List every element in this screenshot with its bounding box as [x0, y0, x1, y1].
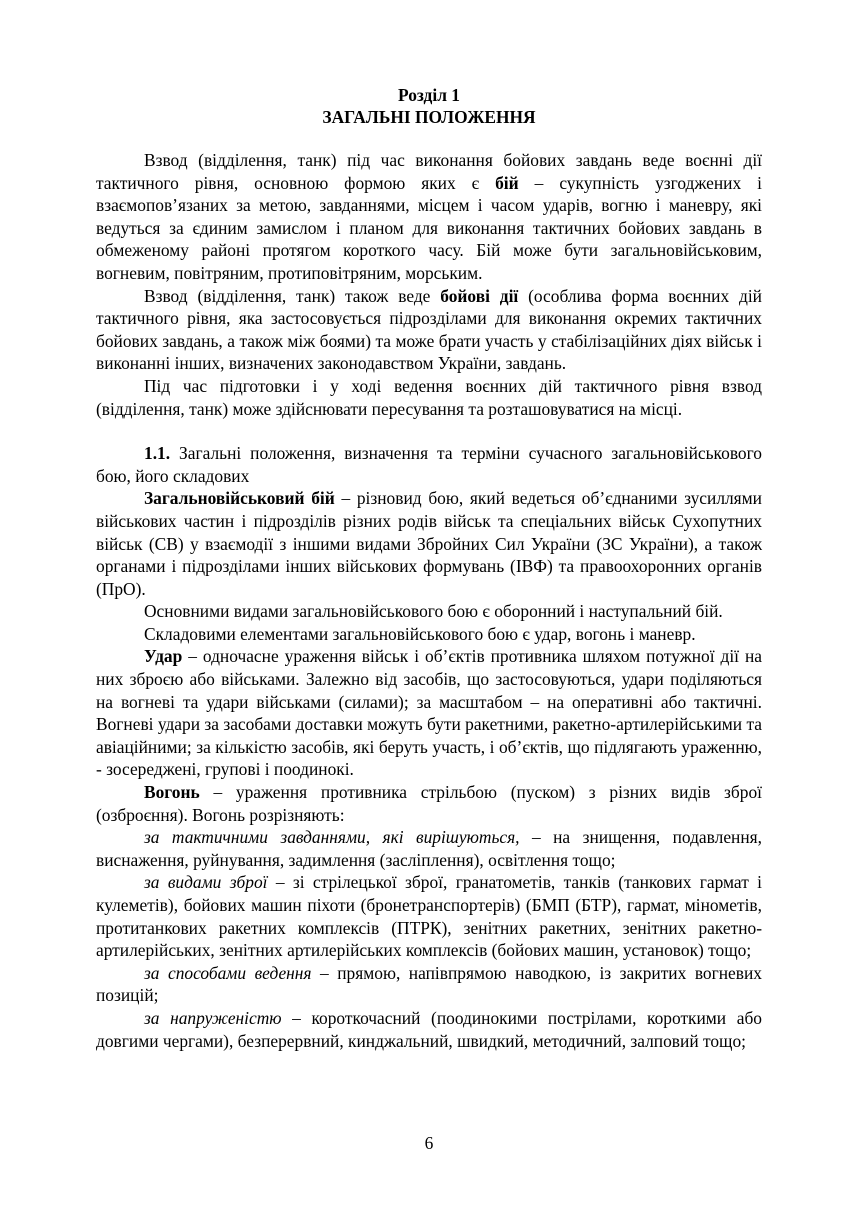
section-number: Розділ 1 — [398, 85, 460, 105]
term-strike: Удар — [144, 646, 183, 667]
term-combined-arms: Загальновійськовий бій — [144, 488, 335, 509]
paragraph-strike: Удар – одночасне ураження військ і об’єктів противника шляхом потужної дії на них зброєю або військами. Залежно від засобів, що застосовуються, удари поділяються на вогневі та удари військами (силами); за масштабом – на оперативні або тактичні. Вогневі удари за засобами доставки можуть бути ракетними, ракетно-артилерійськими та авіаційними; за кількістю засобів, які беруть участь, і об’єктів, що підлягають ураженню, - зосереджені, групові і поодинокі. — [96, 646, 762, 780]
subsection-title: Загальні положення, визначення та терміни сучасного загальновійськового бою, його складових — [96, 443, 762, 486]
paragraph-main-types: Основними видами загальновійськового бою є оборонний і наступальний бій. — [144, 601, 723, 622]
paragraph-combat-actions: Взвод (відділення, танк) також веде бойові дії (особлива форма воєнних дій тактичного рівня, яка застосовується підрозділами для виконання окремих тактичних бойових завдань, а також між боями) та може брати участь у стабілізаційних діях військ і виконанні інших, визначених законодавством України, завдань. — [96, 285, 762, 374]
fire-kind-intensity: за напруженістю – короткочасний (поодинокими пострілами, короткими або довгими чергами), безперервний, кинджальний, швидкий, методичний, залповий тощо; — [96, 1007, 762, 1051]
subsection-heading — [96, 442, 762, 487]
subsection-number: 1.1. — [144, 443, 171, 464]
term-fire: Вогонь — [144, 782, 200, 803]
paragraph-combined-arms: Загальновійськовий бій – різновид бою, який ведеться об’єднаними зусиллями військових частин і підрозділів різних родів військ та спеціальних військ Сухопутних військ (СВ) у взаємодії з іншими видами Збройних Сил України (ЗС України), а також органами і підрозділами інших військових формувань (ІВФ) та правоохоронних органів (ПрО). — [96, 488, 762, 599]
body-text — [96, 149, 762, 1052]
section-title: ЗАГАЛЬНІ ПОЛОЖЕННЯ — [322, 107, 536, 127]
page-number: 6 — [424, 1133, 434, 1153]
term-combat-actions: бойові дії — [440, 285, 519, 306]
paragraph-movement: Під час підготовки і у ході ведення воєнних дій тактичного рівня взвод (відділення, танк) може здійснювати пересування та розташовуватися на місці. — [96, 375, 762, 419]
term-battle: бій — [495, 172, 519, 193]
fire-kind-tasks: за тактичними завданнями, які вирішуються, – на знищення, подавлення, виснаження, руйнування, задимлення (засліплення), освітлення тощо; — [96, 827, 762, 870]
fire-kind-weapons: за видами зброї – зі стрілецької зброї, гранатометів, танків (танкових гармат і кулеметів), бойових машин піхоти (бронетранспортерів) (БМП (БТР), гармат, мінометів, протитанкових ракетних комплексів (ПТРК), зенітних ракетних, зенітних ракетно-артилерійських, зенітних артилерійських комплексів (бойових машин, установок) тощо; — [96, 872, 762, 961]
paragraph-fire: Вогонь – ураження противника стрільбою (пуском) з різних видів зброї (озброєння). Вогонь розрізняють: — [96, 782, 762, 825]
paragraph-components: Складовими елементами загальновійськового бою є удар, вогонь і маневр. — [144, 623, 696, 644]
paragraph-combat: Взвод (відділення, танк) під час виконання бойових завдань веде воєнні дії тактичного рівня, основною формою яких є бій – сукупність узгоджених і взаємопов’язаних за метою, завданнями, місцем і часом ударів, вогню і маневру, які ведуться за єдиним замислом і планом для виконання тактичних бойових завдань в обмеженому районі протягом короткого часу. Бій може бути загальновійськовим, вогневим, повітряним, протиповітряним, морським. — [96, 150, 762, 283]
fire-kind-methods: за способами ведення – прямою, напівпрямою наводкою, із закритих вогневих позицій; — [96, 962, 762, 1006]
